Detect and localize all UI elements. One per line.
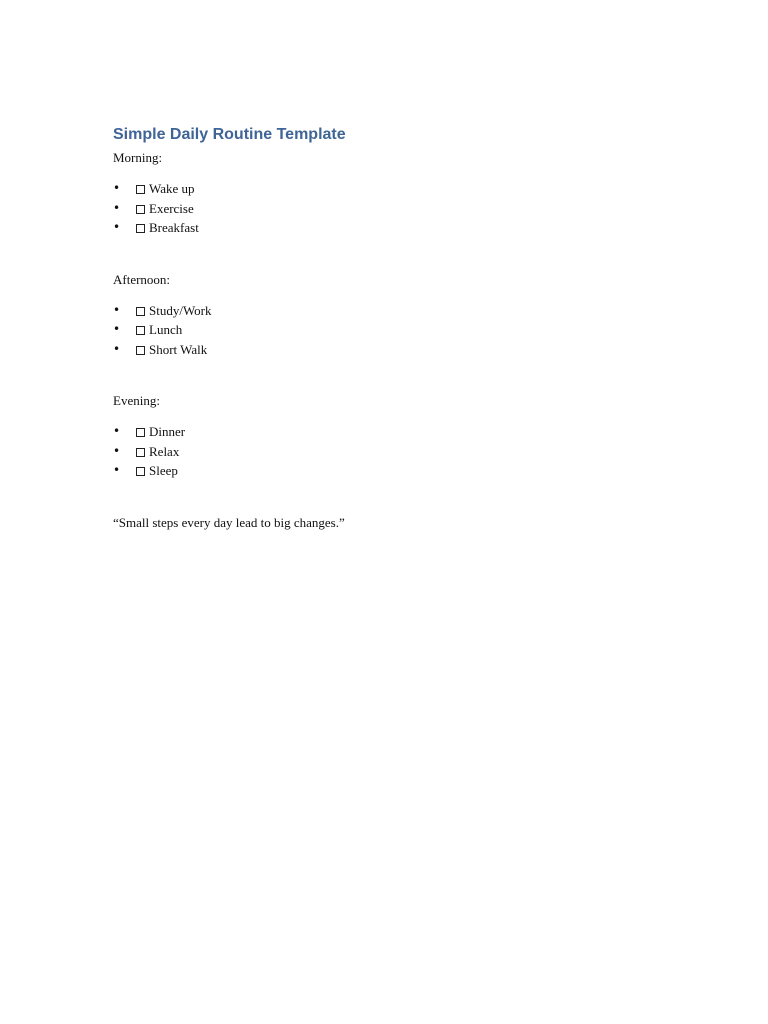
- bullet-icon: •: [113, 341, 121, 356]
- section-afternoon: [113, 271, 673, 360]
- checklist-item-label: Short Walk: [149, 341, 208, 357]
- section-label-evening: Evening:: [113, 393, 160, 408]
- checklist-item: [113, 422, 673, 442]
- checkbox-icon[interactable]: [136, 224, 145, 233]
- checkbox-icon[interactable]: [136, 307, 145, 316]
- checklist-item-label: Breakfast: [149, 220, 199, 235]
- checkbox-icon[interactable]: [136, 185, 145, 194]
- checkbox-icon[interactable]: [136, 346, 145, 355]
- checklist-item: [113, 218, 673, 238]
- bullet-icon: •: [113, 181, 121, 195]
- checklist-item: [113, 461, 673, 481]
- checklist-item-label: Exercise: [149, 200, 194, 216]
- checklist-morning: [113, 179, 673, 238]
- section-label-afternoon: Afternoon:: [113, 271, 171, 287]
- checklist-item-label: Lunch: [149, 322, 183, 337]
- document-title: Simple Daily Routine Template: [113, 126, 346, 143]
- checklist-evening: [113, 422, 673, 481]
- checklist-item: [113, 179, 673, 199]
- section-morning: [113, 149, 673, 238]
- checklist-item: [113, 442, 673, 462]
- bullet-icon: •: [113, 424, 121, 438]
- checkbox-icon[interactable]: [136, 448, 145, 457]
- checkbox-icon[interactable]: [136, 428, 145, 437]
- bullet-icon: •: [113, 302, 121, 317]
- checkbox-icon[interactable]: [136, 326, 145, 335]
- bullet-icon: •: [113, 322, 121, 336]
- checklist-item-label: Dinner: [149, 424, 186, 439]
- checklist-item-label: Study/Work: [149, 302, 212, 318]
- document-page: [113, 124, 673, 532]
- bullet-icon: •: [113, 220, 121, 234]
- motivational-quote: “Small steps every day lead to big changes.”: [113, 514, 345, 530]
- bullet-icon: •: [113, 443, 121, 458]
- checklist-item: [113, 340, 673, 360]
- checklist-afternoon: [113, 301, 673, 360]
- section-evening: [113, 392, 673, 481]
- checklist-item: [113, 199, 673, 219]
- checklist-item-label: Relax: [149, 443, 180, 459]
- checklist-item: [113, 301, 673, 321]
- bullet-icon: •: [113, 463, 121, 477]
- checklist-item-label: Sleep: [149, 463, 178, 478]
- bullet-icon: •: [113, 200, 121, 215]
- checklist-item-label: Wake up: [149, 181, 195, 196]
- section-label-morning: Morning:: [113, 150, 163, 165]
- checklist-item: [113, 320, 673, 340]
- checkbox-icon[interactable]: [136, 467, 145, 476]
- checkbox-icon[interactable]: [136, 205, 145, 214]
